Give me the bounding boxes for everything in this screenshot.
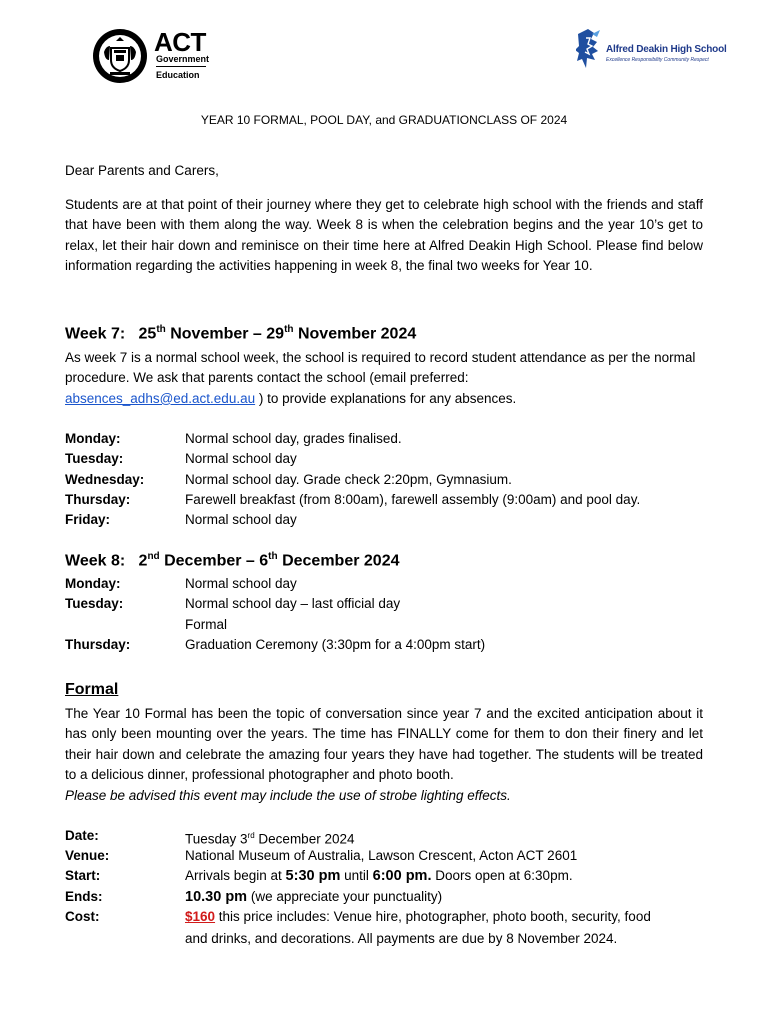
- week8-desc: Normal school day – last official day: [185, 596, 401, 611]
- start-pre: Arrivals begin at: [185, 868, 286, 883]
- ends-post: (we appreciate your punctuality): [247, 889, 443, 904]
- week8-day: Tuesday:: [65, 596, 124, 611]
- week7-label: Week 7:: [65, 325, 126, 343]
- week8-desc: Formal: [185, 617, 228, 632]
- date-sup: rd: [247, 831, 255, 840]
- week8-label: Week 8:: [65, 552, 126, 570]
- start-post: Doors open at 6:30pm.: [431, 868, 573, 883]
- formal-heading: Formal: [65, 681, 119, 698]
- cost-line2: and drinks, and decorations. All payments are due by 8 November 2024.: [185, 931, 618, 946]
- week7-end-month: November 2024: [293, 325, 417, 343]
- week8-start-day: 2: [138, 552, 148, 570]
- ends-time: 10.30 pm: [185, 889, 248, 905]
- greeting: Dear Parents and Carers,: [65, 163, 219, 178]
- date-label: Date:: [65, 828, 99, 843]
- venue-label: Venue:: [65, 848, 110, 863]
- start-label: Start:: [65, 868, 101, 883]
- formal-paragraph: [65, 704, 703, 806]
- week7-start-sup: th: [156, 324, 166, 335]
- act-crest-icon: [92, 28, 148, 84]
- week8-end-sup: th: [268, 551, 278, 562]
- start-mid: until: [340, 868, 373, 883]
- week7-day: Tuesday:: [65, 451, 124, 466]
- act-divider: [156, 66, 206, 67]
- week7-attendance-note: [65, 348, 703, 409]
- week8-heading: [65, 551, 399, 570]
- document-title: YEAR 10 FORMAL, POOL DAY, and GRADUATIONCLASS OF 2024: [200, 113, 568, 127]
- week7-day: Monday:: [65, 431, 121, 446]
- week7-start-month: November –: [165, 325, 267, 343]
- cost-value: [185, 907, 651, 927]
- week7-desc: Normal school day, grades finalised.: [185, 431, 402, 446]
- week7-end-sup: th: [284, 324, 294, 335]
- week8-start-month: December –: [159, 552, 260, 570]
- week8-desc: Graduation Ceremony (3:30pm for a 4:00pm start): [185, 637, 486, 652]
- formal-body: The Year 10 Formal has been the topic of conversation since year 7 and the excited anticipation about it has only been mounting over the years. The time has FINALLY come for them to don their finery and let their hair down and celebrate the amazing four years they have had together. The students will be treated to a delicious dinner, professional photographer and photo booth.: [65, 706, 703, 783]
- act-government-logo: [92, 28, 212, 86]
- start-value: [185, 866, 573, 886]
- week8-end-day: 6: [259, 552, 269, 570]
- week7-desc: Farewell breakfast (from 8:00am), farewell assembly (9:00am) and pool day.: [185, 492, 641, 507]
- school-crest-icon: [576, 28, 604, 70]
- absences-email-link[interactable]: absences_adhs@ed.act.edu.au: [65, 390, 256, 406]
- week8-day: Thursday:: [65, 637, 131, 652]
- act-subtitle: Government: [156, 54, 210, 64]
- cost-desc: this price includes: Venue hire, photographer, photo booth, security, food: [215, 909, 651, 924]
- week7-note-after: ) to provide explanations for any absences.: [255, 390, 517, 406]
- week8-day: Monday:: [65, 576, 121, 591]
- strobe-warning: Please be advised this event may include the use of strobe lighting effects.: [65, 787, 511, 803]
- week7-desc: Normal school day. Grade check 2:20pm, Gymnasium.: [185, 472, 512, 487]
- week8-desc: Normal school day: [185, 576, 297, 591]
- cost-label: Cost:: [65, 909, 100, 924]
- week7-day: Thursday:: [65, 492, 131, 507]
- school-motto: Excellence Responsibility Community Respect: [606, 57, 709, 63]
- week7-desc: Normal school day: [185, 512, 297, 527]
- cost-price: $160: [185, 909, 216, 924]
- venue-value: National Museum of Australia, Lawson Crescent, Acton ACT 2601: [185, 848, 578, 863]
- act-department: Education: [156, 70, 200, 80]
- intro-paragraph: Students are at that point of their journey where they get to celebrate high school with the friends and staff that have been with them along the way. Week 8 is when the celebration begins and the year 10’s get to relax, let their hair down and reminisce on their time here at Alfred Deakin High School. Please find below information regarding the activities happening in week 8, the final two weeks for Year 10.: [65, 197, 703, 274]
- week7-end-day: 29: [266, 325, 285, 343]
- week7-day: Wednesday:: [65, 472, 145, 487]
- act-title: ACT: [154, 27, 206, 57]
- week7-start-day: 25: [138, 325, 157, 343]
- week7-heading: [65, 324, 416, 343]
- week7-day: Friday:: [65, 512, 111, 527]
- week8-start-sup: nd: [147, 551, 160, 562]
- date-day: Tuesday 3: [185, 831, 248, 847]
- week7-desc: Normal school day: [185, 451, 297, 466]
- start-time: 5:30 pm: [285, 868, 341, 884]
- school-logo: [576, 28, 726, 72]
- start-until: 6:00 pm.: [372, 868, 432, 884]
- ends-value: [185, 887, 442, 907]
- week7-note-before: As week 7 is a normal school week, the school is required to record student attendance as per the normal procedure. We ask that parents contact the school (email preferred:: [65, 350, 696, 386]
- date-rest: December 2024: [254, 831, 355, 847]
- school-name: Alfred Deakin High School: [606, 44, 727, 55]
- week8-end-month: December 2024: [277, 552, 400, 570]
- ends-label: Ends:: [65, 889, 103, 904]
